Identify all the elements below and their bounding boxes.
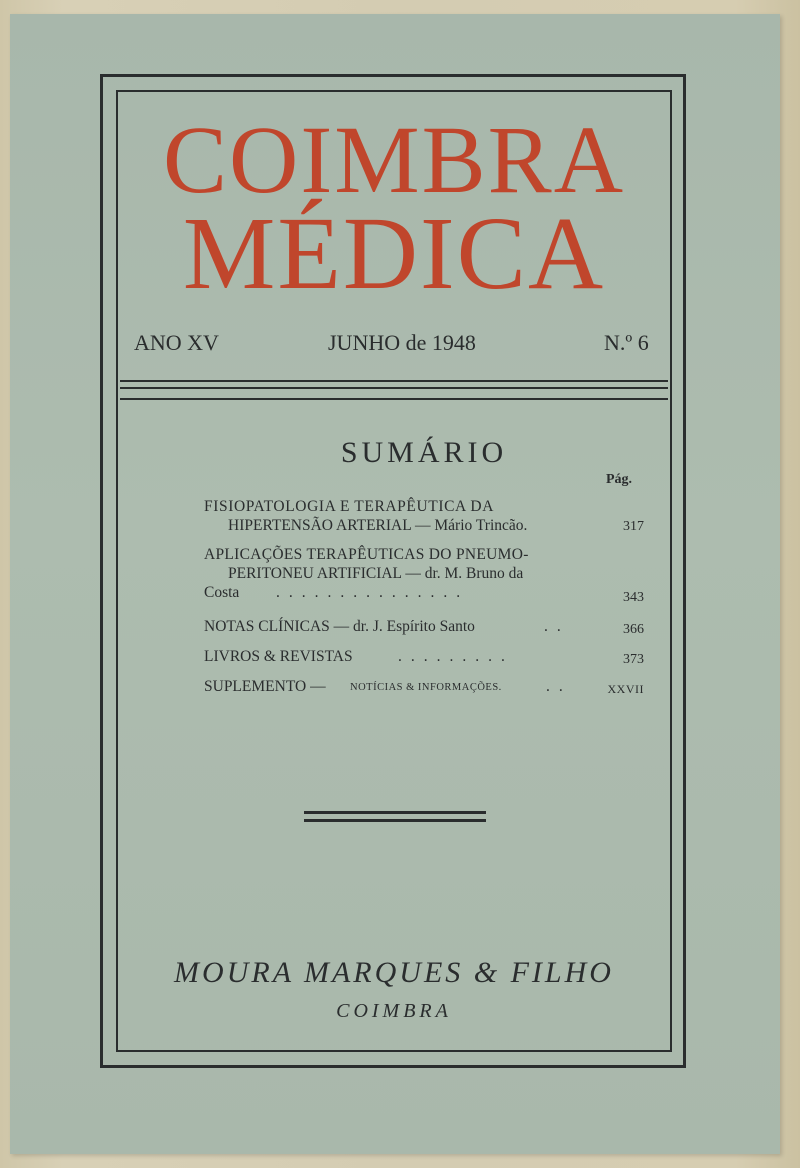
toc-entry	[204, 618, 644, 640]
toc-page-number: 317	[623, 519, 644, 534]
dot-leader: ...............	[276, 584, 470, 601]
toc-entry-line: APLICAÇÕES TERAPÊUTICAS DO PNEUMO-	[204, 546, 529, 563]
publisher-city: COIMBRA	[336, 1000, 452, 1022]
issue-date: JUNHO de 1948	[328, 330, 476, 355]
publisher-name: MOURA MARQUES & FILHO	[174, 956, 614, 989]
toc-entry-line: FISIOPATOLOGIA E TERAPÊUTICA DA	[204, 498, 495, 515]
page-column-label: Pág.	[606, 472, 633, 487]
header-rule-bottom	[120, 398, 668, 400]
toc-entry	[204, 498, 644, 544]
dot-leader: .........	[398, 648, 514, 665]
summary-heading: SUMÁRIO	[340, 436, 508, 469]
toc-entry-line: HIPERTENSÃO ARTERIAL — Mário Trincão.	[228, 517, 528, 534]
toc-entry-line: NOTAS CLÍNICAS — dr. J. Espírito Santo	[204, 618, 475, 635]
issue-number: N.º 6	[604, 330, 649, 355]
toc-page-number: 366	[623, 622, 644, 637]
header-rule-top	[120, 380, 668, 382]
header-rule-middle	[120, 387, 668, 389]
divider-rule-top	[304, 811, 486, 814]
dot-leader: ..	[544, 618, 570, 635]
title-line-2: MÉDICA	[182, 196, 606, 311]
toc-entry-line: SUPLEMENTO —	[204, 678, 326, 695]
toc-page-number: 373	[623, 652, 644, 667]
toc-entry-line: Costa	[204, 584, 240, 601]
toc-entry-subtitle: NOTÍCIAS & INFORMAÇÕES.	[350, 682, 502, 693]
issue-year: ANO XV	[134, 330, 219, 355]
toc-entry	[204, 648, 644, 670]
toc-entry-line: PERITONEU ARTIFICIAL — dr. M. Bruno da	[228, 565, 524, 582]
title-line-1: COIMBRA	[162, 106, 626, 213]
toc-entry	[204, 678, 644, 700]
toc-page-number: XXVII	[607, 682, 644, 696]
divider-rule-bottom	[304, 819, 486, 822]
toc-entry	[204, 546, 644, 610]
toc-page-number: 343	[623, 590, 644, 605]
toc-entry-line: LIVROS & REVISTAS	[204, 648, 353, 665]
dot-leader: ..	[546, 678, 572, 695]
